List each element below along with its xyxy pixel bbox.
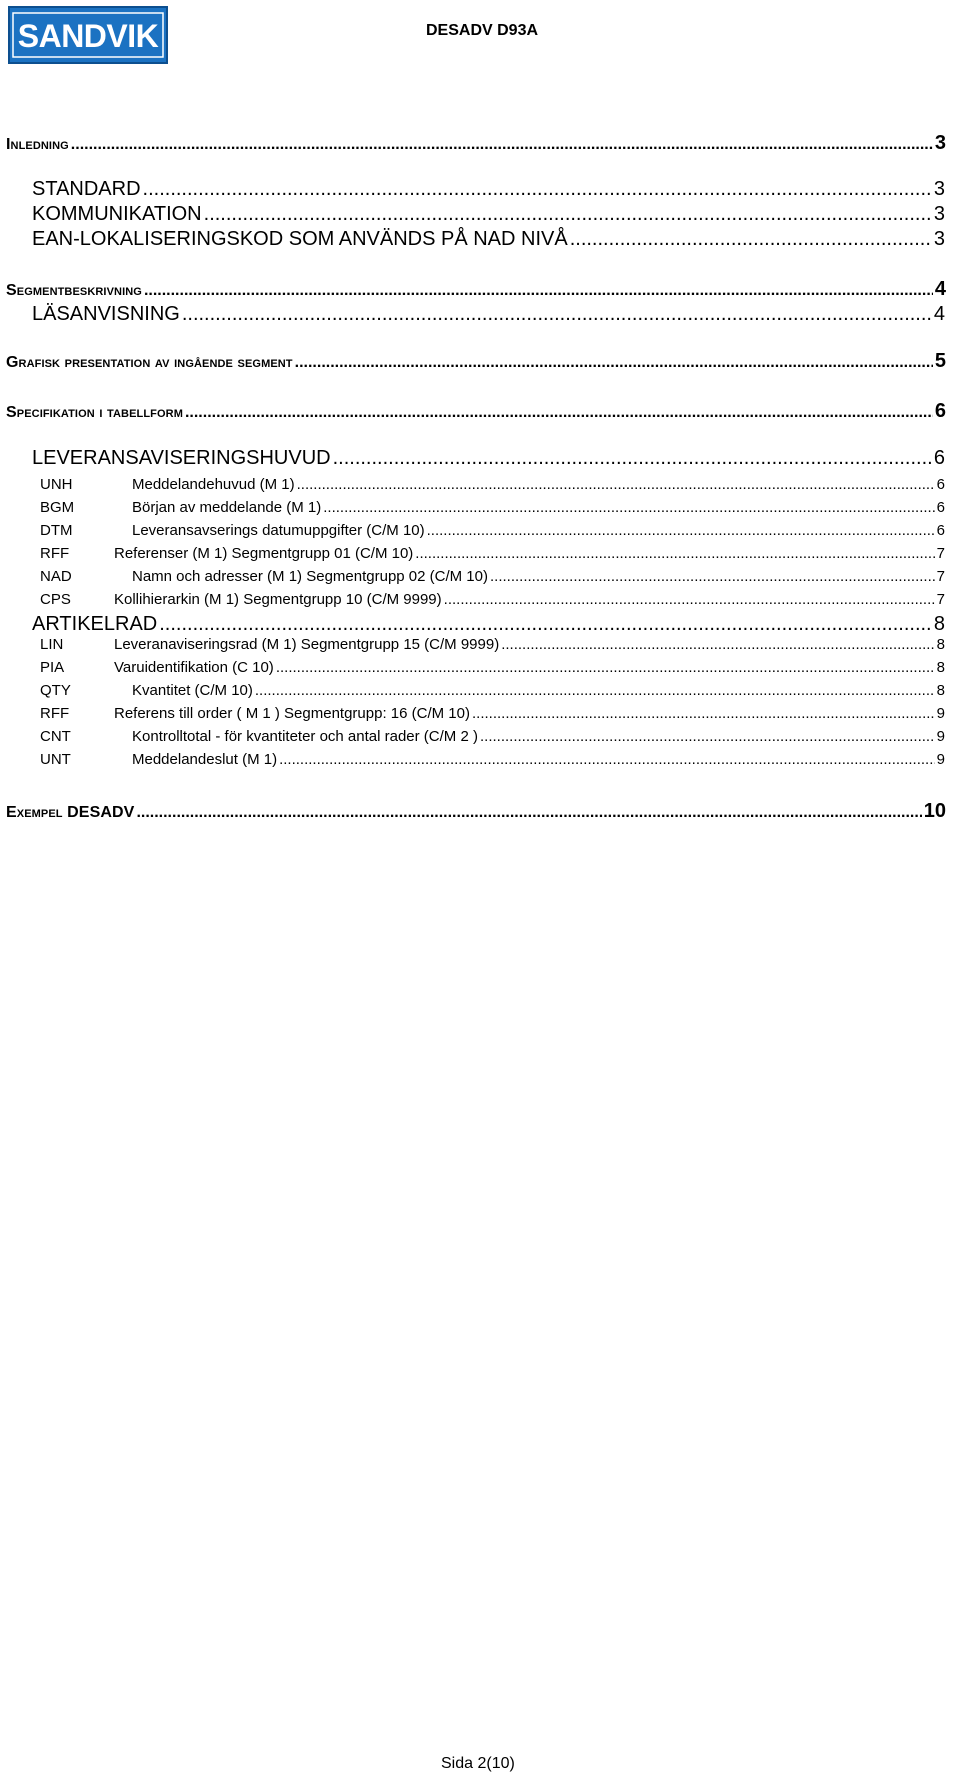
dot-leader bbox=[279, 752, 935, 767]
segment-code: BGM bbox=[40, 499, 75, 516]
dot-leader bbox=[143, 179, 932, 199]
dot-leader bbox=[323, 500, 934, 515]
toc-entry[interactable] bbox=[0, 178, 960, 201]
page-footer: Sida 2(10) bbox=[441, 1755, 515, 1772]
toc-entry-label: STANDARD bbox=[32, 178, 141, 200]
segment-description: Början av meddelande (M 1) bbox=[132, 499, 322, 516]
toc-entry[interactable] bbox=[0, 800, 960, 823]
segment-code: UNH bbox=[40, 476, 73, 493]
toc-entry-label: ARTIKELRAD bbox=[32, 613, 158, 635]
toc-entry[interactable] bbox=[0, 591, 960, 608]
toc-page-number: 9 bbox=[936, 728, 945, 745]
toc-entry-label: Exempel DESADV bbox=[6, 804, 135, 821]
segment-code: CNT bbox=[40, 728, 71, 745]
segment-code: LIN bbox=[40, 636, 64, 653]
toc-entry-label bbox=[0, 545, 413, 562]
toc-entry-label bbox=[0, 636, 499, 653]
toc-entry[interactable] bbox=[0, 228, 960, 251]
toc-entry-label: LÄSANVISNING bbox=[32, 303, 180, 325]
dot-leader bbox=[333, 448, 932, 468]
toc-entry[interactable] bbox=[0, 278, 960, 301]
toc-entry-label: Inledning bbox=[6, 136, 69, 153]
toc-page-number: 8 bbox=[936, 682, 945, 699]
document-title: DESADV D93A bbox=[426, 22, 539, 39]
segment-code: RFF bbox=[40, 705, 70, 722]
dot-leader bbox=[501, 637, 934, 652]
toc-page-number: 4 bbox=[934, 278, 946, 300]
toc-page-number: 6 bbox=[936, 476, 945, 493]
toc-entry-label bbox=[0, 568, 488, 585]
toc-page-number: 9 bbox=[936, 751, 945, 768]
toc-entry-label bbox=[0, 591, 442, 608]
toc-entry[interactable] bbox=[0, 303, 960, 326]
dot-leader bbox=[204, 204, 932, 224]
toc-entry-label: Specifikation i tabellform bbox=[6, 404, 183, 421]
dot-leader bbox=[255, 683, 935, 698]
dot-leader bbox=[185, 405, 933, 421]
toc-page-number: 10 bbox=[923, 800, 946, 822]
toc-entry[interactable] bbox=[0, 350, 960, 373]
toc-entry-label: LEVERANSAVISERINGSHUVUD bbox=[32, 447, 331, 469]
toc-entry-label bbox=[0, 476, 295, 493]
dot-leader bbox=[297, 477, 935, 492]
segment-description: Leveransavserings datumuppgifter (C/M 10) bbox=[132, 522, 425, 539]
toc-entry[interactable] bbox=[0, 203, 960, 226]
segment-code: DTM bbox=[40, 522, 73, 539]
sandvik-logo bbox=[8, 6, 168, 64]
toc-entry-label: Segmentbeskrivning bbox=[6, 282, 142, 299]
toc-entry-label bbox=[0, 522, 425, 539]
toc-entry[interactable] bbox=[0, 400, 960, 423]
dot-leader bbox=[472, 706, 935, 721]
segment-description: Kollihierarkin (M 1) Segmentgrupp 10 (C/M 9999) bbox=[114, 591, 442, 608]
toc-entry-label bbox=[0, 682, 253, 699]
segment-description: Leveranaviseringsrad (M 1) Segmentgrupp 15 (C/M 9999) bbox=[114, 636, 500, 653]
toc-page-number: 3 bbox=[933, 228, 945, 250]
segment-description: Meddelandehuvud (M 1) bbox=[132, 476, 295, 493]
toc-page-number: 6 bbox=[936, 499, 945, 516]
segment-description: Meddelandeslut (M 1) bbox=[132, 751, 278, 768]
toc-entry-label: KOMMUNIKATION bbox=[32, 203, 202, 225]
dot-leader bbox=[570, 229, 932, 249]
toc-entry[interactable] bbox=[0, 751, 960, 768]
toc-page-number: 3 bbox=[934, 132, 946, 154]
sandvik-logo-mark bbox=[12, 12, 164, 58]
toc-entry-label bbox=[0, 499, 321, 516]
toc-entry[interactable] bbox=[0, 132, 960, 155]
segment-code: UNT bbox=[40, 751, 71, 768]
toc-page-number: 7 bbox=[936, 545, 945, 562]
segment-code: RFF bbox=[40, 545, 70, 562]
toc-entry[interactable] bbox=[0, 476, 960, 493]
dot-leader bbox=[480, 729, 935, 744]
dot-leader bbox=[490, 569, 935, 584]
logo-text: SANDVIK bbox=[17, 18, 159, 54]
toc-page-number: 8 bbox=[936, 659, 945, 676]
toc-page-number: 9 bbox=[936, 705, 945, 722]
toc-entry-label bbox=[0, 751, 277, 768]
toc-page-number: 4 bbox=[933, 303, 945, 325]
toc-entry[interactable] bbox=[0, 545, 960, 562]
toc-entry[interactable] bbox=[0, 499, 960, 516]
toc-entry[interactable] bbox=[0, 522, 960, 539]
toc-entry[interactable] bbox=[0, 447, 960, 470]
toc-page-number: 6 bbox=[933, 447, 945, 469]
dot-leader bbox=[71, 137, 933, 153]
toc-entry-label bbox=[0, 728, 478, 745]
toc-page-number: 8 bbox=[933, 613, 945, 635]
dot-leader bbox=[276, 660, 935, 675]
toc-entry[interactable] bbox=[0, 682, 960, 699]
segment-description: Referenser (M 1) Segmentgrupp 01 (C/M 10) bbox=[114, 545, 414, 562]
segment-description: Kvantitet (C/M 10) bbox=[132, 682, 253, 699]
segment-code: PIA bbox=[40, 659, 65, 676]
toc-entry[interactable] bbox=[0, 659, 960, 676]
segment-code: NAD bbox=[40, 568, 72, 585]
toc-entry[interactable] bbox=[0, 728, 960, 745]
toc-entry[interactable] bbox=[0, 636, 960, 653]
segment-description: Referens till order ( M 1 ) Segmentgrupp: 16 (C/M 10) bbox=[114, 705, 470, 722]
toc-page-number: 7 bbox=[936, 591, 945, 608]
segment-code: CPS bbox=[40, 591, 71, 608]
toc-entry[interactable] bbox=[0, 613, 960, 636]
toc-page-number: 8 bbox=[936, 636, 945, 653]
toc-page-number: 3 bbox=[933, 178, 945, 200]
dot-leader bbox=[136, 805, 921, 821]
toc-page-number: 6 bbox=[936, 522, 945, 539]
toc-page-number: 3 bbox=[933, 203, 945, 225]
segment-description: Namn och adresser (M 1) Segmentgrupp 02 (C/M 10) bbox=[132, 568, 488, 585]
toc-entry-label bbox=[0, 659, 274, 676]
toc-page-number: 5 bbox=[934, 350, 946, 372]
dot-leader bbox=[144, 283, 933, 299]
segment-code: QTY bbox=[40, 682, 71, 699]
dot-leader bbox=[182, 304, 932, 324]
dot-leader bbox=[159, 614, 932, 634]
toc-entry[interactable] bbox=[0, 568, 960, 585]
dot-leader bbox=[444, 592, 935, 607]
dot-leader bbox=[295, 355, 933, 371]
segment-description: Varuidentifikation (C 10) bbox=[114, 659, 274, 676]
toc-page-number: 6 bbox=[934, 400, 946, 422]
toc-page-number: 7 bbox=[936, 568, 945, 585]
segment-description: Kontrolltotal - för kvantiteter och antal rader (C/M 2 ) bbox=[132, 728, 478, 745]
toc-entry[interactable] bbox=[0, 705, 960, 722]
toc-entry-label bbox=[0, 705, 470, 722]
toc-entry-label: Grafisk presentation av ingående segment bbox=[6, 354, 293, 371]
toc-entry-label: EAN-LOKALISERINGSKOD SOM ANVÄNDS PÅ NAD NIVÅ bbox=[32, 228, 568, 250]
dot-leader bbox=[427, 523, 935, 538]
dot-leader bbox=[415, 546, 934, 561]
